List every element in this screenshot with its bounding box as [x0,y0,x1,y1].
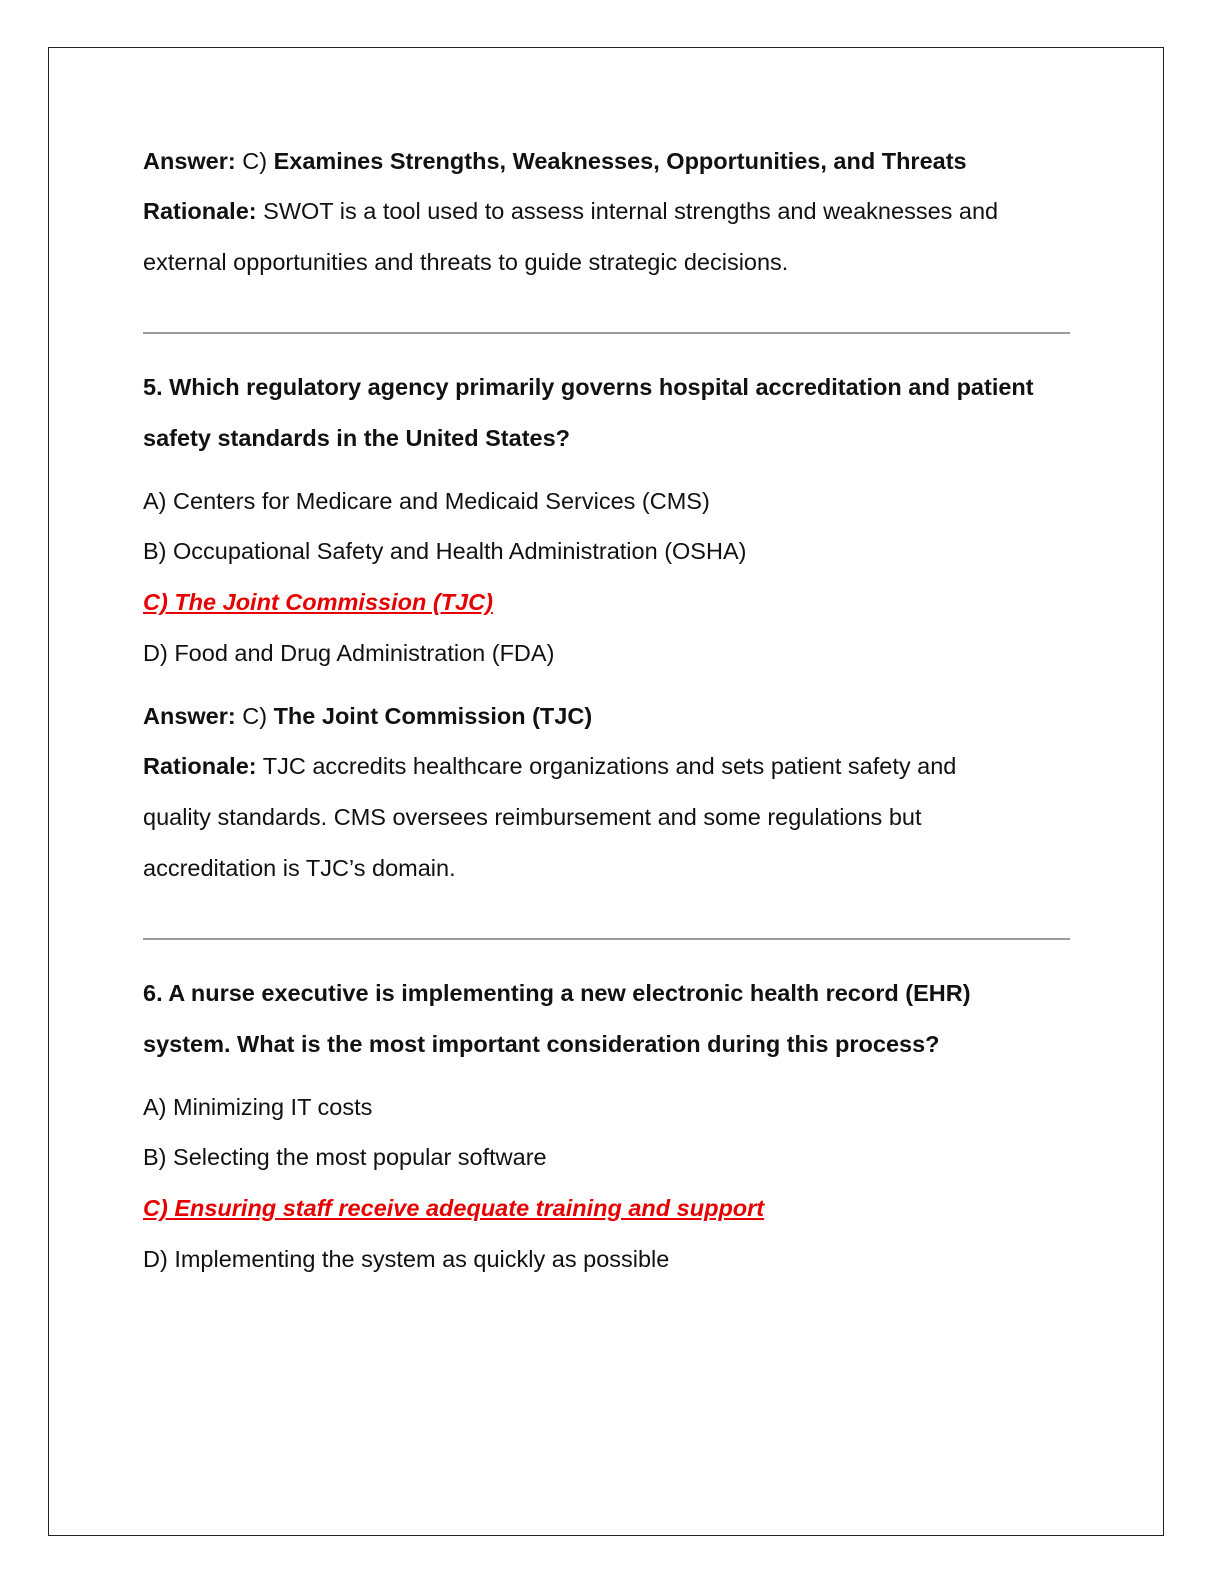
q5-rationale-text1: TJC accredits healthcare organizations and sets patient safety and [262,753,957,779]
q5-answer-label: Answer: [143,703,236,729]
q6-question-line1: 6. A nurse executive is implementing a new electronic health record (EHR) [143,980,971,1006]
q4-answer-letter: C) [242,148,268,174]
q5-rationale-label: Rationale: [143,753,257,779]
q5-answer-text: The Joint Commission (TJC) [273,703,593,729]
q4-answer-text: Examines Strengths, Weaknesses, Opportunities, and Threats [273,148,967,174]
q6-option-b: B) Selecting the most popular software [143,1144,547,1170]
q4-answer-label: Answer: [143,148,236,174]
section-divider [143,332,1070,334]
q4-answer [143,146,967,176]
q5-option-c-correct: C) The Joint Commission (TJC) [143,589,493,615]
q6-question-line2: system. What is the most important consideration during this process? [143,1031,940,1057]
q5-option-b: B) Occupational Safety and Health Administration (OSHA) [143,538,747,564]
q5-answer-letter: C) [242,703,268,729]
q6-option-c-correct: C) Ensuring staff receive adequate training and support [143,1195,765,1221]
q5-question-line1: 5. Which regulatory agency primarily governs hospital accreditation and patient [143,374,1034,400]
q4-rationale-line2: external opportunities and threats to guide strategic decisions. [143,249,789,275]
q5-option-d: D) Food and Drug Administration (FDA) [143,640,555,666]
q4-rationale-label: Rationale: [143,198,257,224]
q5-option-a: A) Centers for Medicare and Medicaid Services (CMS) [143,488,710,514]
q5-rationale-line2: quality standards. CMS oversees reimbursement and some regulations but [143,804,922,830]
q5-rationale-line1 [143,751,956,781]
q4-rationale-text1: SWOT is a tool used to assess internal strengths and weaknesses and [263,198,999,224]
section-divider [143,938,1070,940]
q5-rationale-line3: accreditation is TJC’s domain. [143,855,456,881]
q5-question-line2: safety standards in the United States? [143,425,571,451]
q5-answer [143,701,592,731]
q6-option-a: A) Minimizing IT costs [143,1094,373,1120]
q6-option-d: D) Implementing the system as quickly as possible [143,1246,670,1272]
q4-rationale-line1 [143,196,998,226]
